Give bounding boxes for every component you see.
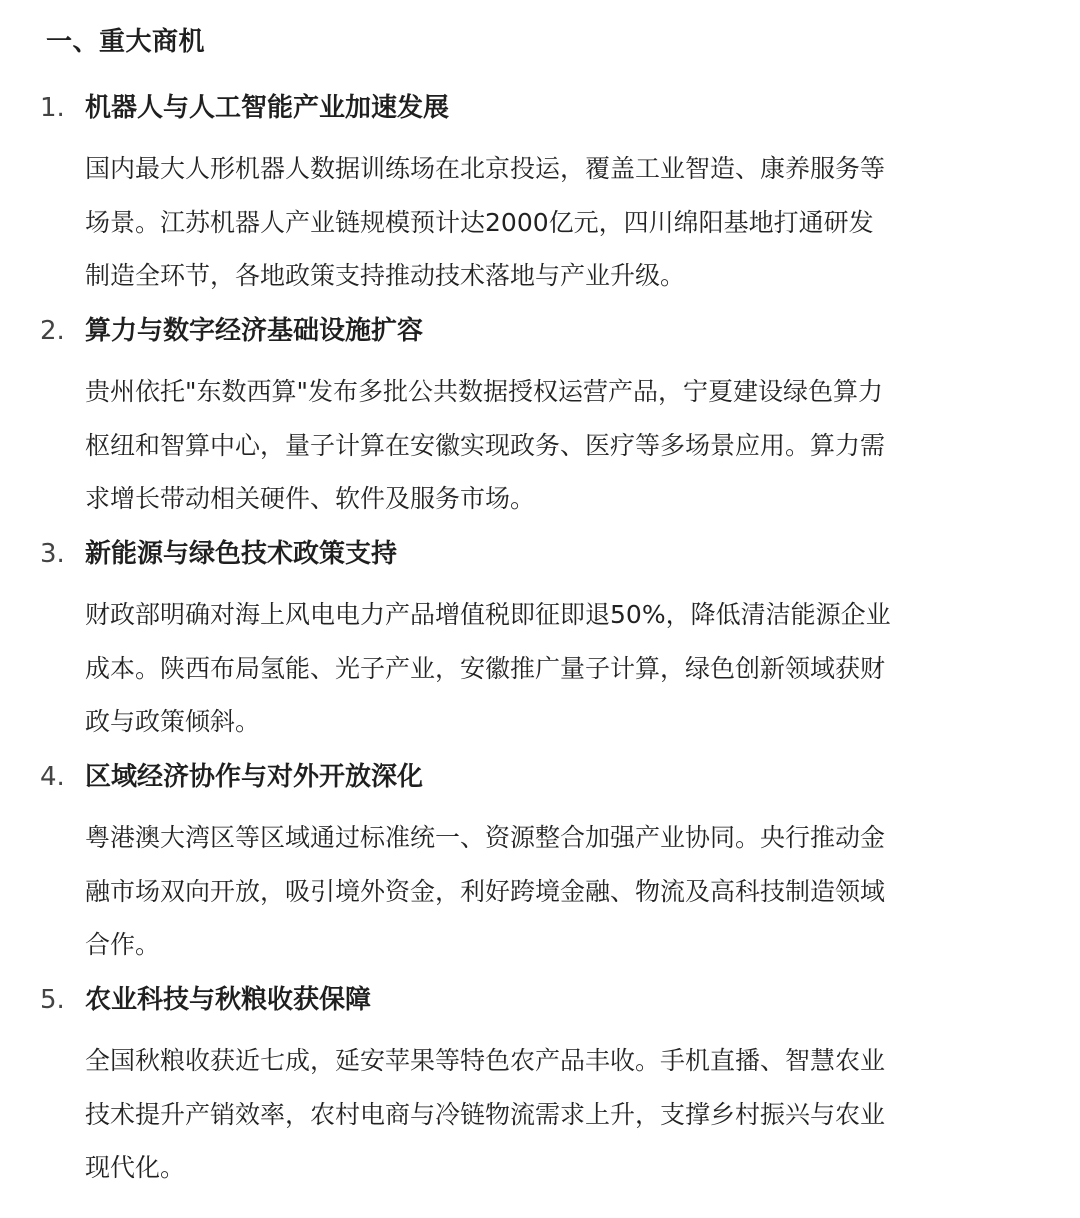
body-line: 枢纽和智算中心，量子计算在安徽实现政务、医疗等多场景应用。算力需 [85,430,886,460]
body-line: 成本。陕西布局氢能、光子产业，安徽推广量子计算，绿色创新领域获财 [85,653,886,683]
item-number: 2. [40,316,65,346]
item-body [85,588,1025,749]
body-line: 贵州依托"东数西算"发布多批公共数据授权运营产品，宁夏建设绿色算力 [85,377,884,406]
body-line: 合作。 [85,930,161,959]
body-line: 求增长带动相关硬件、软件及服务市场。 [85,484,536,513]
item-heading: 区域经济协作与对外开放深化 [85,762,424,792]
body-line: 制造全环节，各地政策支持推动技术落地与产业升级。 [85,261,686,290]
item-number: 3. [40,539,65,569]
item-body [85,142,1025,303]
item-number: 4. [40,762,65,792]
body-line: 粤港澳大湾区等区域通过标准统一、资源整合加强产业协同。央行推动金 [85,823,886,852]
item-heading: 新能源与绿色技术政策支持 [85,539,398,569]
section-title: 一、重大商机 [46,27,206,57]
item-body [85,365,1025,526]
body-line: 财政部明确对海上风电电力产品增值税即征即退50%，降低清洁能源企业 [85,600,891,629]
body-line: 融市场双向开放，吸引境外资金，利好跨境金融、物流及高科技制造领域 [85,876,886,906]
body-line: 现代化。 [85,1153,186,1182]
item-body [85,811,1025,972]
item-heading: 机器人与人工智能产业加速发展 [85,93,450,123]
body-line: 全国秋粮收获近七成，延安苹果等特色农产品丰收。手机直播、智慧农业 [85,1046,886,1075]
item-number: 5. [40,985,65,1015]
item-body [85,1034,1025,1195]
item-number: 1. [40,93,65,123]
body-line: 国内最大人形机器人数据训练场在北京投运，覆盖工业智造、康养服务等 [85,154,886,183]
item-heading: 算力与数字经济基础设施扩容 [85,316,424,346]
body-line: 技术提升产销效率，农村电商与冷链物流需求上升，支撑乡村振兴与农业 [85,1099,886,1129]
body-line: 场景。江苏机器人产业链规模预计达2000亿元，四川绵阳基地打通研发 [85,207,874,237]
body-line: 政与政策倾斜。 [85,707,261,736]
item-heading: 农业科技与秋粮收获保障 [85,985,372,1015]
